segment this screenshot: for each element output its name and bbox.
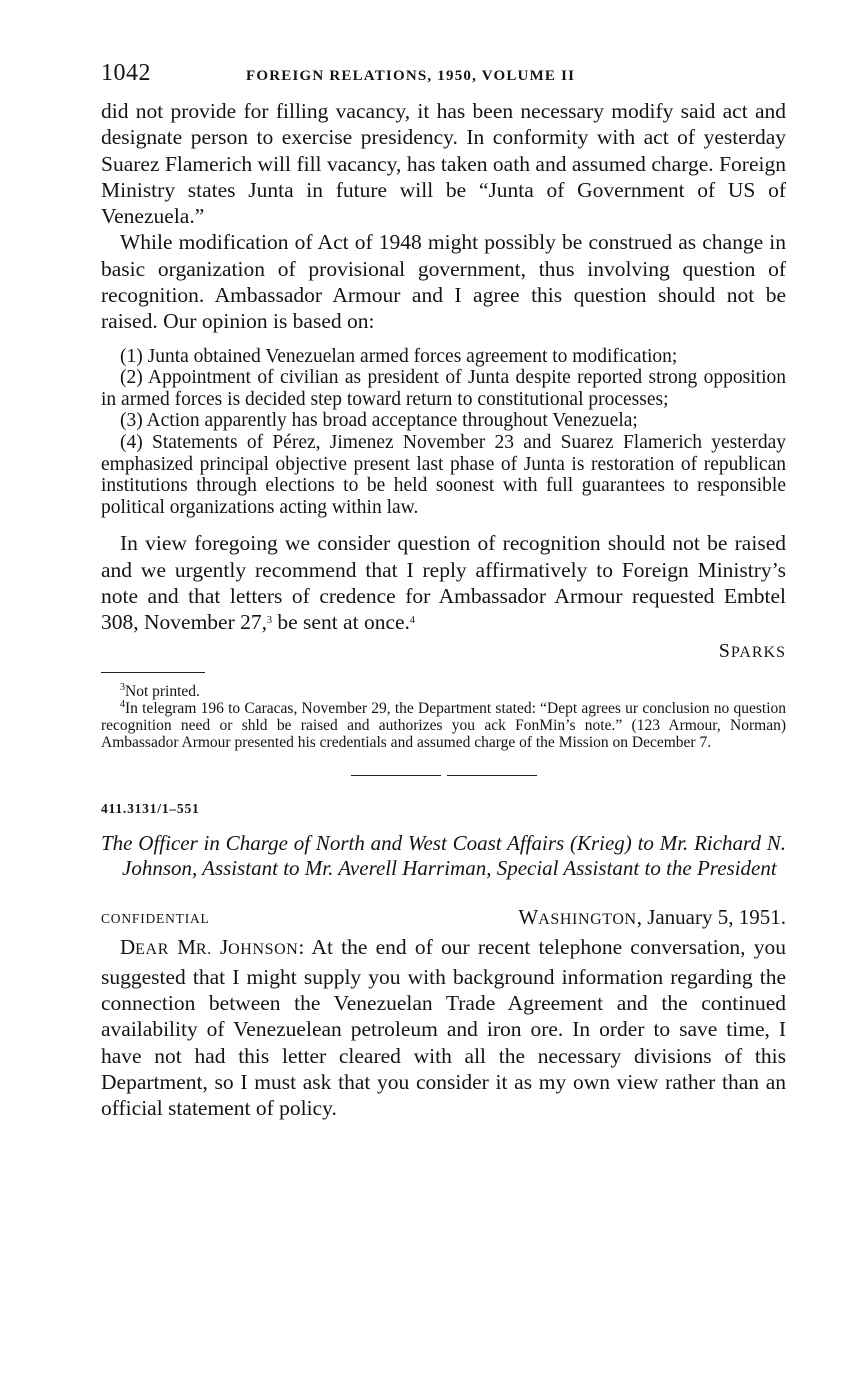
page-header <box>101 58 786 98</box>
place-initial: W <box>518 905 539 930</box>
list-item-1: (1) Junta obtained Venezuelan armed forces agreement to modification; <box>120 345 678 367</box>
page-number: 1042 <box>101 60 151 86</box>
paragraph-1: did not provide for filling vacancy, it has been necessary modify said act and designate person to exercise presidency. In conformity with act of yesterday Suarez Flamerich will fill vacancy, has taken oath and assumed charge. Foreign Ministry states Junta in future will be “Junta of Government of US of Venezuela.” <box>101 99 786 229</box>
footnote-ref-3: 3 <box>267 615 272 627</box>
footnote-text-3: Not printed. <box>125 682 200 700</box>
list-item-4: (4) Statements of Pérez, Jimenez November 23 and Suarez Flamerich yesterday emphasized principal objective present last phase of Junta is restoration of republican institutions through elections to be held soonest with full guarantees to responsible political organizations acting within law. <box>101 432 786 518</box>
salutation-3-rest: OHNSON <box>228 941 299 959</box>
salutation-2-rest: R. <box>195 941 212 959</box>
salutation-1-rest: EAR <box>135 941 169 959</box>
list-item-3: (3) Action apparently has broad acceptance throughout Venezuela; <box>120 410 638 432</box>
footnote-3 <box>101 683 786 700</box>
running-head: FOREIGN RELATIONS, 1950, VOLUME II <box>246 68 576 84</box>
file-number: 411.3131/1–551 <box>101 801 200 817</box>
salutation-3-initial: J <box>219 935 229 960</box>
closing-paragraph <box>101 530 786 635</box>
opinion-list <box>101 346 786 519</box>
closing-text-b: be sent at once. <box>272 610 410 635</box>
document-page <box>101 58 786 1122</box>
classification-label: CONFIDENTIAL <box>101 911 210 927</box>
letter-text: At the end of our recent telephone conversation, you suggested that I might supply you with background information regarding the connection between the Venezuelan Trade Agreement and the continued availability of Venezuelean petroleum and iron ore. In order to save time, I have not had this letter cleared with all the necessary divisions of this Department, so I must ask that you consider it as my own view rather than an official statement of policy. <box>101 935 786 1121</box>
place-rest: ASHINGTON <box>538 911 637 929</box>
footnote-rule <box>101 672 205 673</box>
footnote-marker-3: 3 <box>120 681 125 693</box>
document-title: The Officer in Charge of North and West Coast Affairs (Krieg) to Mr. Richard N. Johnson, Assistant to Mr. Averell Harriman, Special Assistant to the President <box>101 831 786 881</box>
dateline <box>101 905 786 933</box>
place-date <box>518 905 786 930</box>
signature-rest: PARKS <box>730 643 786 661</box>
salutation-colon: : <box>298 935 305 960</box>
footnote-text-4: In telegram 196 to Caracas, November 29, the Department stated: “Dept agrees ur conclusion no question recognition need or shld be raised and authorizes you ack FonMin’s note.” (123 Armour, Norman) Ambassador Armour presented his credentials and assumed charge of the Mission on December 7. <box>101 699 786 752</box>
signature <box>101 640 786 664</box>
footnote-marker-4: 4 <box>120 698 125 710</box>
footnotes <box>101 683 786 752</box>
closing-text-a: In view foregoing we consider question of recognition should not be raised and we urgently recommend that I reply affirmatively to Foreign Ministry’s note and that letters of credence for Ambassador Armour requested Embtel 308, November 27, <box>101 531 786 635</box>
section-separator <box>348 775 540 776</box>
list-item-2: (2) Appointment of civilian as president of Junta despite reported strong opposition in armed forces is decided step toward return to constitutional processes; <box>101 367 786 410</box>
letter-body <box>101 934 786 1121</box>
paragraph-2: While modification of Act of 1948 might possibly be construed as change in basic organization of provisional government, thus involving question of recognition. Ambassador Armour and I agree this question should not be raised. Our opinion is based on: <box>101 230 786 334</box>
salutation-1-initial: D <box>120 935 136 960</box>
signature-initial: S <box>718 639 731 662</box>
salutation-2-initial: M <box>177 935 196 960</box>
footnote-4 <box>101 700 786 752</box>
footnote-ref-4: 4 <box>409 615 415 627</box>
letter-date: , January 5, 1951. <box>636 905 786 930</box>
